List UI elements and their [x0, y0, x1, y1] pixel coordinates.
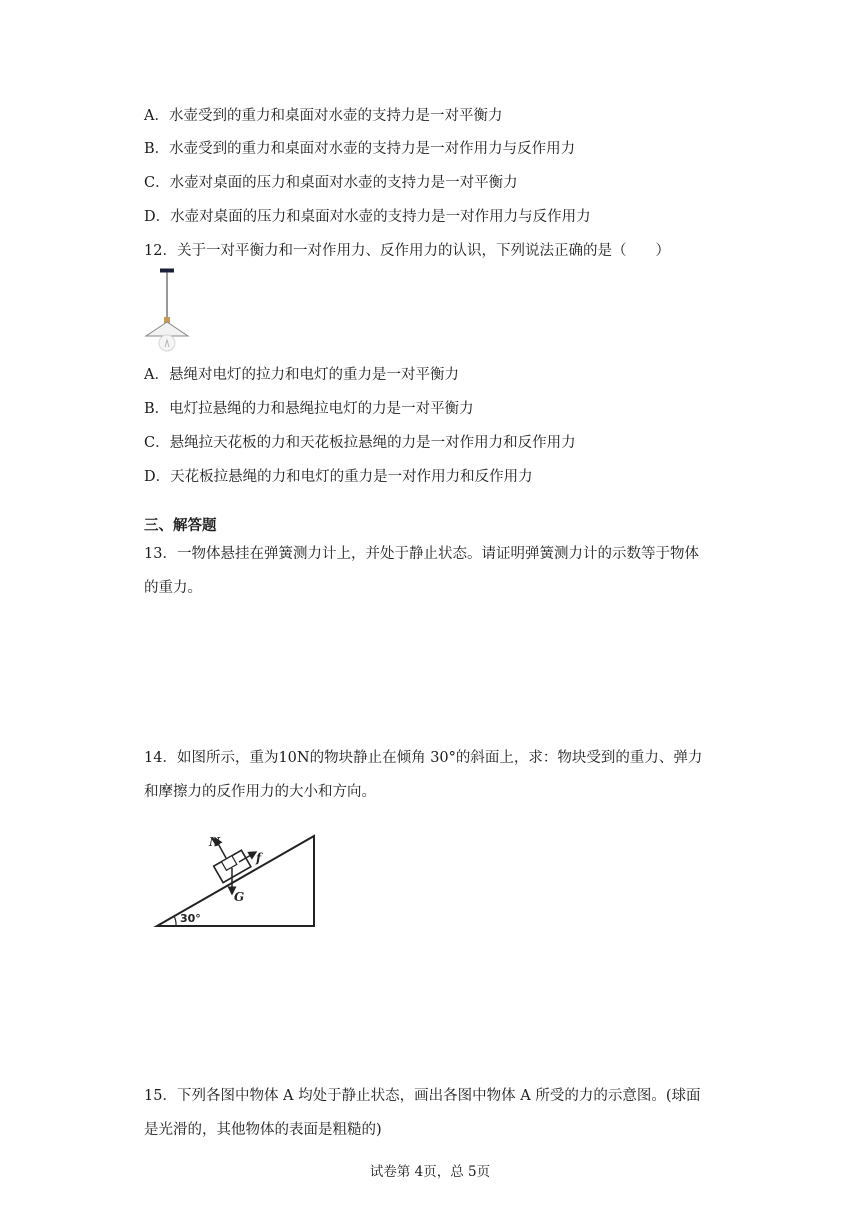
q15-line1: 15．下列各图中物体 A 均处于静止状态，画出各图中物体 A 所受的力的示意图。(球面	[144, 1088, 701, 1104]
q14-line2: 和摩擦力的反作用力的大小和方向。	[144, 784, 376, 800]
section-title: 三、解答题	[144, 517, 217, 534]
friction-label: f	[256, 851, 262, 865]
q14-line1: 14．如图所示，重为10N的物块静止在倾角 30°的斜面上，求：物块受到的重力、弹力	[144, 750, 703, 766]
angle-label: 30°	[180, 912, 201, 925]
q11-option-b: B．水壶受到的重力和桌面对水壶的支持力是一对作用力与反作用力	[144, 141, 576, 157]
q12-option-b: B．电灯拉悬绳的力和悬绳拉电灯的力是一对平衡力	[144, 401, 474, 417]
q12-option-a: A．悬绳对电灯的拉力和电灯的重力是一对平衡力	[144, 367, 459, 383]
q13-line1: 13．一物体悬挂在弹簧测力计上，并处于静止状态。请证明弹簧测力计的示数等于物体	[144, 546, 699, 562]
q11-option-c: C．水壶对桌面的压力和桌面对水壶的支持力是一对平衡力	[144, 175, 518, 191]
normal-force-label: N	[209, 835, 220, 849]
hanging-lamp-figure	[140, 268, 200, 356]
q12-option-c: C．悬绳拉天花板的力和天花板拉悬绳的力是一对作用力和反作用力	[144, 435, 576, 451]
gravity-label: G	[234, 890, 245, 904]
q11-option-a: A．水壶受到的重力和桌面对水壶的支持力是一对平衡力	[144, 108, 503, 124]
q15-line2: 是光滑的，其他物体的表面是粗糙的)	[144, 1122, 382, 1138]
page-footer: 试卷第 4页，总 5页	[369, 1164, 491, 1180]
q11-option-d: D．水壶对桌面的压力和桌面对水壶的支持力是一对作用力与反作用力	[144, 209, 591, 225]
q12-stem: 12．关于一对平衡力和一对作用力、反作用力的认识，下列说法正确的是（ ）	[144, 243, 670, 259]
q13-line2: 的重力。	[144, 580, 202, 596]
incline-figure	[150, 822, 322, 932]
q12-option-d: D．天花板拉悬绳的力和电灯的重力是一对作用力和反作用力	[144, 469, 533, 485]
